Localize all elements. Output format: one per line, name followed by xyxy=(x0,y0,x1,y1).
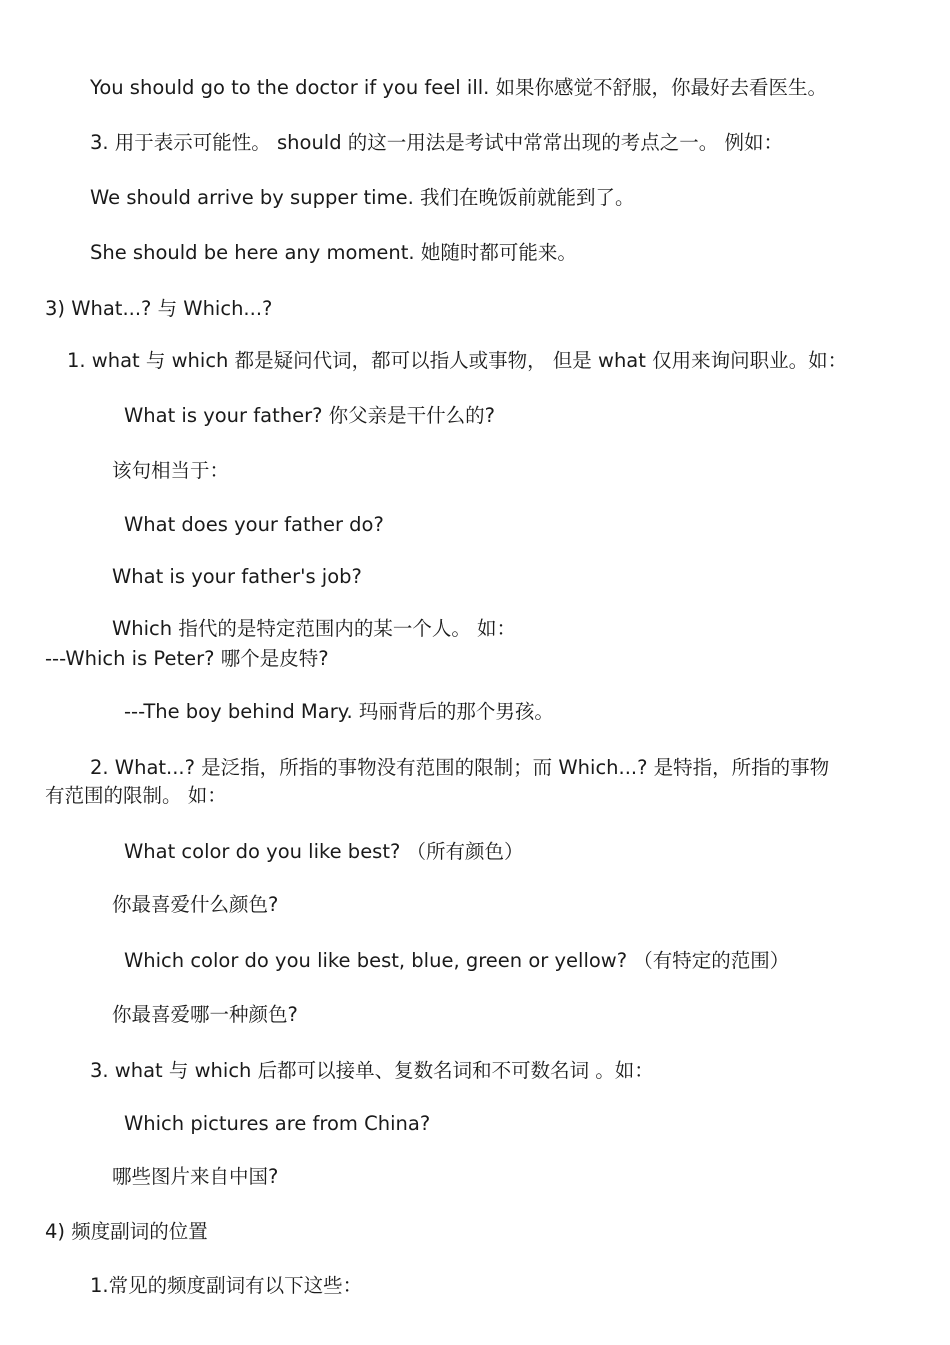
dialog-which-peter: ---Which is Peter? 哪个是皮特? xyxy=(45,647,329,670)
example-sentence-doctor: You should go to the doctor if you feel ill. 如果你感觉不舒服，你最好去看医生。 xyxy=(90,76,828,99)
example-what-color: What color do you like best? （所有颜色） xyxy=(124,840,524,863)
translation-which-color: 你最喜爱哪一种颜色? xyxy=(112,1003,298,1026)
example-which-pictures: Which pictures are from China? xyxy=(124,1112,431,1135)
point-1-what-which: 1. what 与 which 都是疑问代词，都可以指人或事物， 但是 what 仅用来询问职业。如： xyxy=(67,349,848,372)
point-2-what-which: 2. What...? 是泛指，所指的事物没有范围的限制；而 Which...? 是特指，所指的事物 xyxy=(90,756,830,779)
example-which-color: Which color do you like best, blue, green or yellow? （有特定的范围） xyxy=(124,949,790,972)
example-father-job: What is your father's job? xyxy=(112,565,362,588)
frequency-adverbs-point-1: 1.常见的频度副词有以下这些： xyxy=(90,1274,363,1297)
dialog-boy-behind-mary: ---The boy behind Mary. 玛丽背后的那个男孩。 xyxy=(124,700,554,723)
equivalent-note: 该句相当于： xyxy=(112,459,230,482)
example-what-father: What is your father? 你父亲是干什么的? xyxy=(124,404,495,427)
section-heading-what-which: 3) What...? 与 Which...? xyxy=(45,297,273,320)
section-heading-frequency-adverbs: 4) 频度副词的位置 xyxy=(45,1220,208,1243)
translation-what-color: 你最喜爱什么颜色? xyxy=(112,893,279,916)
which-explanation: Which 指代的是特定范围内的某一个人。 如： xyxy=(112,617,517,640)
example-sentence-moment: She should be here any moment. 她随时都可能来。 xyxy=(90,241,577,264)
translation-which-pictures: 哪些图片来自中国? xyxy=(112,1165,279,1188)
usage-point-3-possibility: 3. 用于表示可能性。 should 的这一用法是考试中常常出现的考点之一。 例如： xyxy=(90,131,784,154)
example-father-do: What does your father do? xyxy=(124,513,384,536)
example-sentence-supper: We should arrive by supper time. 我们在晚饭前就能到了。 xyxy=(90,186,635,209)
point-3-what-which: 3. what 与 which 后都可以接单、复数名词和不可数名词 。如： xyxy=(90,1059,654,1082)
point-2-continuation: 有范围的限制。 如： xyxy=(45,784,227,807)
